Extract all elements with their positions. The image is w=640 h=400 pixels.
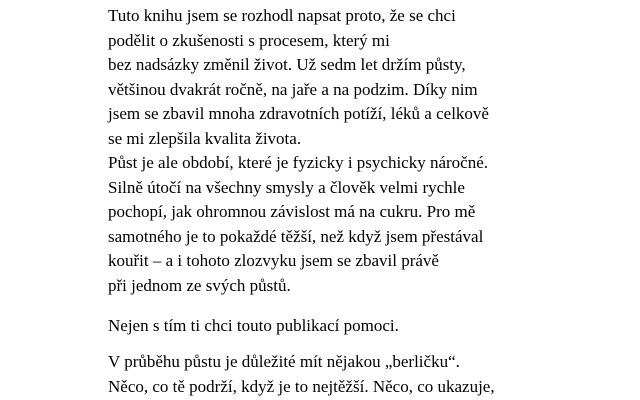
text-line: kouřit – a i tohoto zlozvyku jsem se zbavil právě xyxy=(108,251,439,270)
text-line: Půst je ale období, které je fyzicky i psychicky náročné. xyxy=(108,153,489,172)
text-line: pochopí, jak ohromnou závislost má na cukru. Pro mě xyxy=(108,202,476,221)
text-line: při jednom ze svých půstů. xyxy=(108,275,291,295)
paragraph-crutch xyxy=(108,350,628,399)
text-line: bez nadsázky změnil život. Už sedm let držím půsty, xyxy=(108,55,466,74)
text-line: se mi zlepšila kvalita života. xyxy=(108,128,302,148)
text-line: V průběhu půstu je důležité mít nějakou „berličku“. xyxy=(108,352,460,371)
text-line: Tuto knihu jsem se rozhodl napsat proto, že se chci xyxy=(108,6,456,25)
text-line: většinou dvakrát ročně, na jaře a na podzim. Díky nim xyxy=(108,79,478,99)
paragraph-purpose xyxy=(108,314,628,339)
text-line: Nejen s tím ti chci touto publikací pomoci. xyxy=(108,316,399,335)
text-line: samotného je to pokaždé těžší, než když jsem přestával xyxy=(108,226,484,246)
text-line: podělit o zkušenosti s procesem, který mi xyxy=(108,30,390,50)
text-line: Silně útočí na všechny smysly a člověk velmi rychle xyxy=(108,177,465,197)
paragraph-intro xyxy=(108,4,628,298)
text-line: jsem se zbavil mnoha zdravotních potíží, léků a celkově xyxy=(108,104,489,123)
text-line: Něco, co tě podrží, když je to nejtěžší. Něco, co ukazuje, xyxy=(108,376,495,396)
